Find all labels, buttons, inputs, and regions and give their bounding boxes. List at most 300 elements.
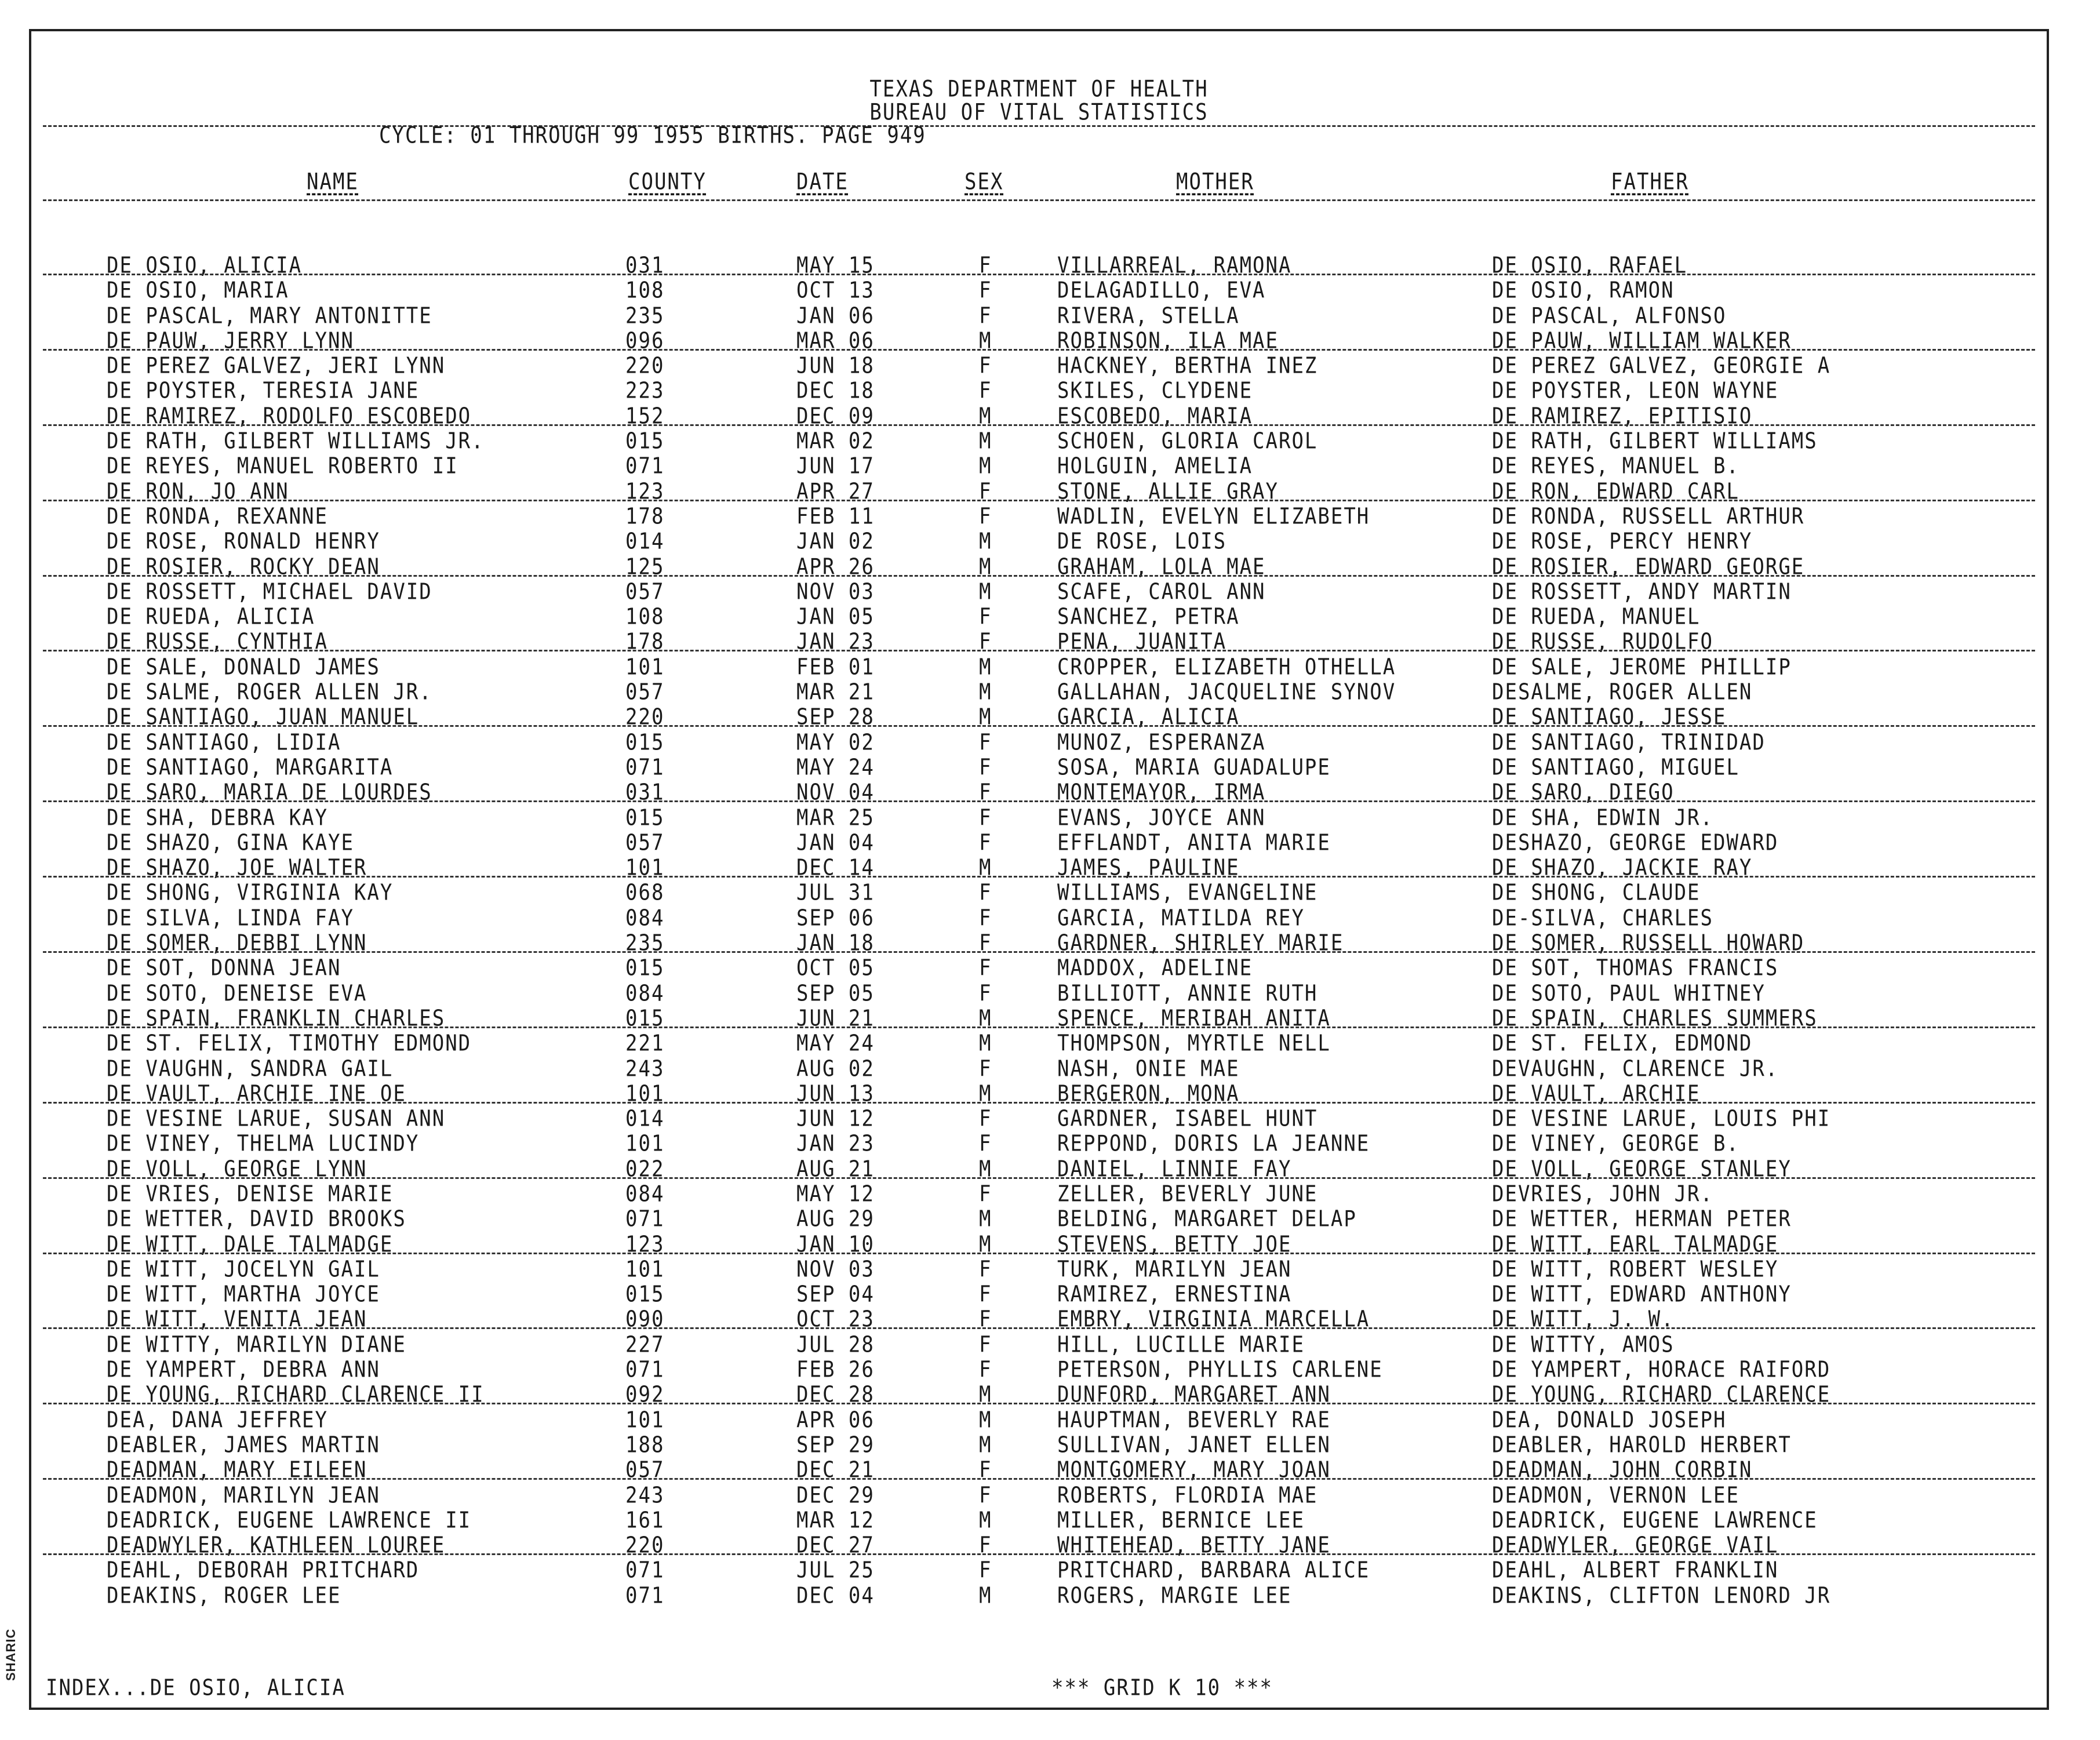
record-name: DE ROSE, RONALD HENRY — [107, 529, 380, 555]
record-county: 243 — [625, 1482, 665, 1509]
record-date: JAN 02 — [796, 529, 875, 555]
record-mother: ROGERS, MARGIE LEE — [1057, 1582, 1292, 1609]
record-county: 101 — [625, 1256, 665, 1283]
record-sex: M — [979, 1156, 992, 1182]
record-row — [31, 1054, 2047, 1082]
record-sex: F — [979, 1482, 992, 1509]
record-row — [31, 1279, 2047, 1308]
record-mother: SANCHEZ, PETRA — [1057, 604, 1240, 630]
record-county: 123 — [625, 1231, 665, 1258]
grid-footer: *** GRID K 10 *** — [1051, 1675, 1273, 1701]
record-row — [31, 1129, 2047, 1157]
record-row — [31, 1405, 2047, 1433]
record-sex: F — [979, 729, 992, 756]
record-row — [31, 1254, 2047, 1283]
record-name: DE WITT, VENITA JEAN — [107, 1306, 367, 1333]
record-sex: F — [979, 1532, 992, 1559]
record-name: DE WETTER, DAVID BROOKS — [107, 1206, 406, 1233]
record-county: 022 — [625, 1156, 665, 1182]
record-date: JUL 25 — [796, 1557, 875, 1584]
record-father: DEVAUGHN, CLARENCE JR. — [1492, 1055, 1779, 1082]
record-row — [31, 451, 2047, 480]
record-mother: MUNOZ, ESPERANZA — [1057, 729, 1266, 756]
record-sex: M — [979, 1005, 992, 1032]
record-county: 015 — [625, 955, 665, 982]
record-mother: NASH, ONIE MAE — [1057, 1055, 1240, 1082]
record-county: 015 — [625, 729, 665, 756]
record-row — [31, 828, 2047, 856]
record-mother: HILL, LUCILLE MARIE — [1057, 1331, 1305, 1358]
record-county: 188 — [625, 1432, 665, 1458]
record-name: DEAKINS, ROGER LEE — [107, 1582, 341, 1609]
record-sex: M — [979, 1432, 992, 1458]
record-mother: ZELLER, BEVERLY JUNE — [1057, 1181, 1318, 1207]
record-father: DE VAULT, ARCHIE — [1492, 1080, 1701, 1107]
record-row — [31, 1555, 2047, 1584]
record-name: DEADMON, MARILYN JEAN — [107, 1482, 380, 1509]
record-father: DEAHL, ALBERT FRANKLIN — [1492, 1557, 1779, 1584]
record-date: APR 06 — [796, 1407, 875, 1433]
record-father: DE SOMER, RUSSELL HOWARD — [1492, 930, 1805, 956]
record-row — [31, 652, 2047, 680]
record-date: AUG 21 — [796, 1156, 875, 1182]
record-sex: F — [979, 1181, 992, 1207]
record-sex: M — [979, 1507, 992, 1534]
record-date: MAR 21 — [796, 679, 875, 705]
record-mother: WADLIN, EVELYN ELIZABETH — [1057, 503, 1370, 530]
record-county: 101 — [625, 855, 665, 881]
record-date: DEC 28 — [796, 1382, 875, 1408]
record-county: 220 — [625, 353, 665, 379]
record-mother: SKILES, CLYDENE — [1057, 378, 1253, 405]
record-mother: JAMES, PAULINE — [1057, 855, 1240, 881]
record-date: DEC 27 — [796, 1532, 875, 1559]
record-county: 084 — [625, 1181, 665, 1207]
record-father: DE-SILVA, CHARLES — [1492, 905, 1713, 931]
record-date: FEB 11 — [796, 503, 875, 530]
record-row — [31, 602, 2047, 630]
record-date: NOV 04 — [796, 780, 875, 806]
record-sex: M — [979, 529, 992, 555]
record-date: MAY 24 — [796, 1031, 875, 1057]
record-name: DE SHA, DEBRA KAY — [107, 805, 328, 831]
record-father: DE REYES, MANUEL B. — [1492, 453, 1739, 480]
document-page — [29, 29, 2049, 1710]
record-father: DEAKINS, CLIFTON LENORD JR — [1492, 1582, 1831, 1609]
record-mother: WHITEHEAD, BETTY JANE — [1057, 1532, 1331, 1559]
record-row — [31, 978, 2047, 1007]
record-date: JUN 18 — [796, 353, 875, 379]
record-mother: ROBINSON, ILA MAE — [1057, 327, 1279, 354]
record-mother: PETERSON, PHYLLIS CARLENE — [1057, 1357, 1383, 1383]
record-date: JUN 12 — [796, 1106, 875, 1132]
record-row — [31, 1355, 2047, 1383]
record-sex: M — [979, 453, 992, 480]
record-row — [31, 853, 2047, 881]
record-date: SEP 28 — [796, 704, 875, 731]
record-county: 125 — [625, 554, 665, 580]
record-sex: M — [979, 1382, 992, 1408]
record-row — [31, 1480, 2047, 1509]
record-name: DE YAMPERT, DEBRA ANN — [107, 1357, 380, 1383]
record-sex: F — [979, 980, 992, 1007]
record-row — [31, 476, 2047, 505]
record-date: JAN 23 — [796, 629, 875, 656]
record-date: MAY 12 — [796, 1181, 875, 1207]
record-row — [31, 1028, 2047, 1057]
record-county: 014 — [625, 529, 665, 555]
record-county: 015 — [625, 805, 665, 831]
record-date: SEP 29 — [796, 1432, 875, 1458]
record-date: JAN 18 — [796, 930, 875, 956]
record-county: 057 — [625, 578, 665, 605]
record-date: JUL 28 — [796, 1331, 875, 1358]
record-name: DEAHL, DEBORAH PRITCHARD — [107, 1557, 420, 1584]
record-row — [31, 777, 2047, 806]
bureau-title: BUREAU OF VITAL STATISTICS — [869, 99, 1209, 126]
record-name: DEA, DANA JEFFREY — [107, 1407, 328, 1433]
record-father: DE PAUW, WILLIAM WALKER — [1492, 327, 1792, 354]
record-name: DE RONDA, REXANNE — [107, 503, 328, 530]
record-father: DE SANTIAGO, JESSE — [1492, 704, 1727, 731]
record-name: DEADMAN, MARY EILEEN — [107, 1457, 367, 1484]
record-row — [31, 903, 2047, 931]
record-row — [31, 426, 2047, 454]
record-date: JAN 10 — [796, 1231, 875, 1258]
record-date: JAN 06 — [796, 303, 875, 329]
record-father: DE OSIO, RAMON — [1492, 278, 1675, 304]
record-mother: ESCOBEDO, MARIA — [1057, 403, 1253, 429]
record-sex: M — [979, 654, 992, 680]
record-mother: EFFLANDT, ANITA MARIE — [1057, 829, 1331, 856]
record-father: DE RON, EDWARD CARL — [1492, 478, 1739, 505]
record-name: DE ST. FELIX, TIMOTHY EDMOND — [107, 1031, 472, 1057]
record-sex: M — [979, 679, 992, 705]
record-father: DE WITT, J. W. — [1492, 1306, 1675, 1333]
record-mother: GARCIA, MATILDA REY — [1057, 905, 1305, 931]
record-row — [31, 1379, 2047, 1408]
record-sex: F — [979, 880, 992, 907]
record-county: 223 — [625, 378, 665, 405]
record-sex: F — [979, 1357, 992, 1383]
record-mother: GARDNER, ISABEL HUNT — [1057, 1106, 1318, 1132]
record-name: DE PEREZ GALVEZ, JERI LYNN — [107, 353, 446, 379]
record-father: DE ST. FELIX, EDMOND — [1492, 1031, 1753, 1057]
record-sex: F — [979, 1557, 992, 1584]
record-county: 071 — [625, 1582, 665, 1609]
record-county: 071 — [625, 453, 665, 480]
record-date: DEC 21 — [796, 1457, 875, 1484]
record-county: 090 — [625, 1306, 665, 1333]
record-mother: PRITCHARD, BARBARA ALICE — [1057, 1557, 1370, 1584]
record-father: DE RAMIREZ, EPITISIO — [1492, 403, 1753, 429]
record-name: DE SALME, ROGER ALLEN JR. — [107, 679, 432, 705]
record-sex: M — [979, 1407, 992, 1433]
record-mother: SOSA, MARIA GUADALUPE — [1057, 754, 1331, 781]
record-father: DEVRIES, JOHN JR. — [1492, 1181, 1713, 1207]
record-father: DE WITT, ROBERT WESLEY — [1492, 1256, 1779, 1283]
record-county: 161 — [625, 1507, 665, 1534]
record-mother: MONTGOMERY, MARY JOAN — [1057, 1457, 1331, 1484]
record-county: 220 — [625, 704, 665, 731]
record-row — [31, 1154, 2047, 1182]
record-mother: SCHOEN, GLORIA CAROL — [1057, 428, 1318, 454]
record-date: JUN 13 — [796, 1080, 875, 1107]
record-father: DESHAZO, GEORGE EDWARD — [1492, 829, 1779, 856]
record-date: MAY 02 — [796, 729, 875, 756]
record-mother: THOMPSON, MYRTLE NELL — [1057, 1031, 1331, 1057]
record-name: DE SANTIAGO, JUAN MANUEL — [107, 704, 420, 731]
record-row — [31, 301, 2047, 329]
record-mother: BILLIOTT, ANNIE RUTH — [1057, 980, 1318, 1007]
column-header-father: FATHER — [1611, 169, 1689, 195]
record-name: DE VINEY, THELMA LUCINDY — [107, 1131, 420, 1157]
record-name: DE SOT, DONNA JEAN — [107, 955, 341, 982]
record-sex: M — [979, 1206, 992, 1233]
column-header-sex: SEX — [965, 169, 1004, 195]
record-county: 108 — [625, 278, 665, 304]
record-mother: CROPPER, ELIZABETH OTHELLA — [1057, 654, 1396, 680]
record-date: OCT 05 — [796, 955, 875, 982]
record-date: JAN 05 — [796, 604, 875, 630]
record-mother: SPENCE, MERIBAH ANITA — [1057, 1005, 1331, 1032]
record-father: DE VOLL, GEORGE STANLEY — [1492, 1156, 1792, 1182]
record-father: DE ROSE, PERCY HENRY — [1492, 529, 1753, 555]
record-date: FEB 26 — [796, 1357, 875, 1383]
record-row — [31, 1581, 2047, 1609]
record-sex: F — [979, 353, 992, 379]
record-name: DEADRICK, EUGENE LAWRENCE II — [107, 1507, 472, 1534]
record-sex: F — [979, 503, 992, 530]
record-name: DE ROSSETT, MICHAEL DAVID — [107, 578, 432, 605]
record-county: 071 — [625, 1357, 665, 1383]
record-mother: EMBRY, VIRGINIA MARCELLA — [1057, 1306, 1370, 1333]
record-row — [31, 1430, 2047, 1458]
record-date: JUL 31 — [796, 880, 875, 907]
record-row — [31, 1204, 2047, 1233]
record-name: DE SANTIAGO, MARGARITA — [107, 754, 394, 781]
record-mother: GARCIA, ALICIA — [1057, 704, 1240, 731]
record-row — [31, 727, 2047, 756]
record-county: 071 — [625, 1557, 665, 1584]
record-mother: EVANS, JOYCE ANN — [1057, 805, 1266, 831]
record-mother: DUNFORD, MARGARET ANN — [1057, 1382, 1331, 1408]
record-name: DE SPAIN, FRANKLIN CHARLES — [107, 1005, 446, 1032]
record-mother: STEVENS, BETTY JOE — [1057, 1231, 1292, 1258]
record-county: 084 — [625, 905, 665, 931]
record-name: DE OSIO, ALICIA — [107, 253, 303, 279]
record-row — [31, 1455, 2047, 1484]
record-date: MAR 02 — [796, 428, 875, 454]
record-mother: SULLIVAN, JANET ELLEN — [1057, 1432, 1331, 1458]
record-row — [31, 326, 2047, 354]
column-header-date: DATE — [796, 169, 849, 195]
record-mother: WILLIAMS, EVANGELINE — [1057, 880, 1318, 907]
record-sex: F — [979, 1306, 992, 1333]
column-header-mother: MOTHER — [1176, 169, 1254, 195]
record-county: 101 — [625, 654, 665, 680]
record-date: OCT 23 — [796, 1306, 875, 1333]
record-father: DEADMAN, JOHN CORBIN — [1492, 1457, 1753, 1484]
record-name: DE VOLL, GEORGE LYNN — [107, 1156, 367, 1182]
record-date: JUN 21 — [796, 1005, 875, 1032]
record-father: DE RUEDA, MANUEL — [1492, 604, 1701, 630]
record-name: DE PAUW, JERRY LYNN — [107, 327, 354, 354]
record-father: DEADMON, VERNON LEE — [1492, 1482, 1739, 1509]
record-sex: M — [979, 403, 992, 429]
record-date: MAY 24 — [796, 754, 875, 781]
record-father: DE WITT, EARL TALMADGE — [1492, 1231, 1779, 1258]
record-row — [31, 627, 2047, 656]
record-county: 057 — [625, 679, 665, 705]
record-sex: M — [979, 1231, 992, 1258]
record-county: 057 — [625, 829, 665, 856]
record-mother: DANIEL, LINNIE FAY — [1057, 1156, 1292, 1182]
record-sex: M — [979, 428, 992, 454]
record-name: DE YOUNG, RICHARD CLARENCE II — [107, 1382, 485, 1408]
record-sex: F — [979, 303, 992, 329]
record-county: 235 — [625, 303, 665, 329]
record-sex: F — [979, 905, 992, 931]
record-sex: F — [979, 1055, 992, 1082]
record-mother: MILLER, BERNICE LEE — [1057, 1507, 1305, 1534]
record-mother: MONTEMAYOR, IRMA — [1057, 780, 1266, 806]
record-county: 068 — [625, 880, 665, 907]
record-county: 057 — [625, 1457, 665, 1484]
column-header-rule — [43, 199, 2035, 201]
record-county: 235 — [625, 930, 665, 956]
record-sex: M — [979, 1080, 992, 1107]
record-row — [31, 376, 2047, 405]
record-row — [31, 928, 2047, 956]
record-father: DE RUSSE, RUDOLFO — [1492, 629, 1713, 656]
record-date: APR 26 — [796, 554, 875, 580]
record-date: DEC 29 — [796, 1482, 875, 1509]
record-date: NOV 03 — [796, 578, 875, 605]
record-name: DE SOMER, DEBBI LYNN — [107, 930, 367, 956]
record-county: 071 — [625, 1206, 665, 1233]
record-row — [31, 501, 2047, 530]
record-row — [31, 1003, 2047, 1032]
record-row — [31, 526, 2047, 555]
record-mother: TURK, MARILYN JEAN — [1057, 1256, 1292, 1283]
record-name: DE SHAZO, JOE WALTER — [107, 855, 367, 881]
record-mother: GRAHAM, LOLA MAE — [1057, 554, 1266, 580]
cycle-line: CYCLE: 01 THROUGH 99 1955 BIRTHS. PAGE 949 — [379, 122, 926, 149]
record-row — [31, 953, 2047, 982]
record-sex: F — [979, 805, 992, 831]
record-father: DEA, DONALD JOSEPH — [1492, 1407, 1727, 1433]
record-father: DE SOT, THOMAS FRANCIS — [1492, 955, 1779, 982]
record-father: DE RONDA, RUSSELL ARTHUR — [1492, 503, 1805, 530]
record-sex: F — [979, 1256, 992, 1283]
record-name: DE RON, JO ANN — [107, 478, 289, 505]
record-date: JAN 23 — [796, 1131, 875, 1157]
record-father: DE RATH, GILBERT WILLIAMS — [1492, 428, 1818, 454]
record-row — [31, 1104, 2047, 1132]
record-date: SEP 04 — [796, 1282, 875, 1308]
record-sex: F — [979, 780, 992, 806]
record-mother: ROBERTS, FLORDIA MAE — [1057, 1482, 1318, 1509]
record-father: DE SANTIAGO, TRINIDAD — [1492, 729, 1766, 756]
record-name: DE SHAZO, GINA KAYE — [107, 829, 354, 856]
record-county: 101 — [625, 1131, 665, 1157]
record-county: 071 — [625, 754, 665, 781]
record-mother: GALLAHAN, JACQUELINE SYNOV — [1057, 679, 1396, 705]
record-mother: BERGERON, MONA — [1057, 1080, 1240, 1107]
record-row — [31, 702, 2047, 731]
record-sex: F — [979, 253, 992, 279]
record-row — [31, 1330, 2047, 1358]
record-date: FEB 01 — [796, 654, 875, 680]
record-date: AUG 02 — [796, 1055, 875, 1082]
record-sex: M — [979, 704, 992, 731]
record-mother: HACKNEY, BERTHA INEZ — [1057, 353, 1318, 379]
record-row — [31, 1229, 2047, 1258]
record-name: DE SOTO, DENEISE EVA — [107, 980, 367, 1007]
record-county: 123 — [625, 478, 665, 505]
record-sex: F — [979, 829, 992, 856]
record-name: DEADWYLER, KATHLEEN LOUREE — [107, 1532, 446, 1559]
record-date: MAR 25 — [796, 805, 875, 831]
side-label: SHARIC — [3, 1628, 18, 1681]
record-name: DE PASCAL, MARY ANTONITTE — [107, 303, 432, 329]
record-row — [31, 1530, 2047, 1559]
record-sex: F — [979, 955, 992, 982]
record-sex: F — [979, 754, 992, 781]
column-header-county: COUNTY — [628, 169, 707, 195]
record-mother: RAMIREZ, ERNESTINA — [1057, 1282, 1292, 1308]
record-mother: PENA, JUANITA — [1057, 629, 1227, 656]
record-father: DE SHAZO, JACKIE RAY — [1492, 855, 1753, 881]
record-father: DE WITT, EDWARD ANTHONY — [1492, 1282, 1792, 1308]
record-county: 031 — [625, 253, 665, 279]
record-mother: BELDING, MARGARET DELAP — [1057, 1206, 1357, 1233]
record-father: DE YAMPERT, HORACE RAIFORD — [1492, 1357, 1831, 1383]
record-county: 092 — [625, 1382, 665, 1408]
record-date: OCT 13 — [796, 278, 875, 304]
record-father: DE SALE, JEROME PHILLIP — [1492, 654, 1792, 680]
record-county: 178 — [625, 629, 665, 656]
record-sex: M — [979, 855, 992, 881]
record-county: 178 — [625, 503, 665, 530]
record-name: DE WITT, MARTHA JOYCE — [107, 1282, 380, 1308]
record-date: DEC 09 — [796, 403, 875, 429]
record-father: DEADRICK, EUGENE LAWRENCE — [1492, 1507, 1818, 1534]
record-name: DE VAULT, ARCHIE INE OE — [107, 1080, 406, 1107]
record-county: 015 — [625, 1282, 665, 1308]
record-county: 243 — [625, 1055, 665, 1082]
record-sex: F — [979, 478, 992, 505]
record-row — [31, 1179, 2047, 1207]
record-sex: F — [979, 378, 992, 405]
record-father: DE PEREZ GALVEZ, GEORGIE A — [1492, 353, 1831, 379]
record-row — [31, 878, 2047, 907]
record-sex: M — [979, 578, 992, 605]
record-name: DE RUEDA, ALICIA — [107, 604, 315, 630]
record-name: DE WITTY, MARILYN DIANE — [107, 1331, 406, 1358]
record-name: DE RAMIREZ, RODOLFO ESCOBEDO — [107, 403, 472, 429]
record-date: DEC 14 — [796, 855, 875, 881]
record-father: DE SHONG, CLAUDE — [1492, 880, 1701, 907]
record-name: DE VRIES, DENISE MARIE — [107, 1181, 394, 1207]
record-date: JAN 04 — [796, 829, 875, 856]
record-sex: F — [979, 1331, 992, 1358]
record-father: DEABLER, HAROLD HERBERT — [1492, 1432, 1792, 1458]
record-row — [31, 1505, 2047, 1534]
record-row — [31, 677, 2047, 705]
records-list — [31, 250, 2047, 1609]
